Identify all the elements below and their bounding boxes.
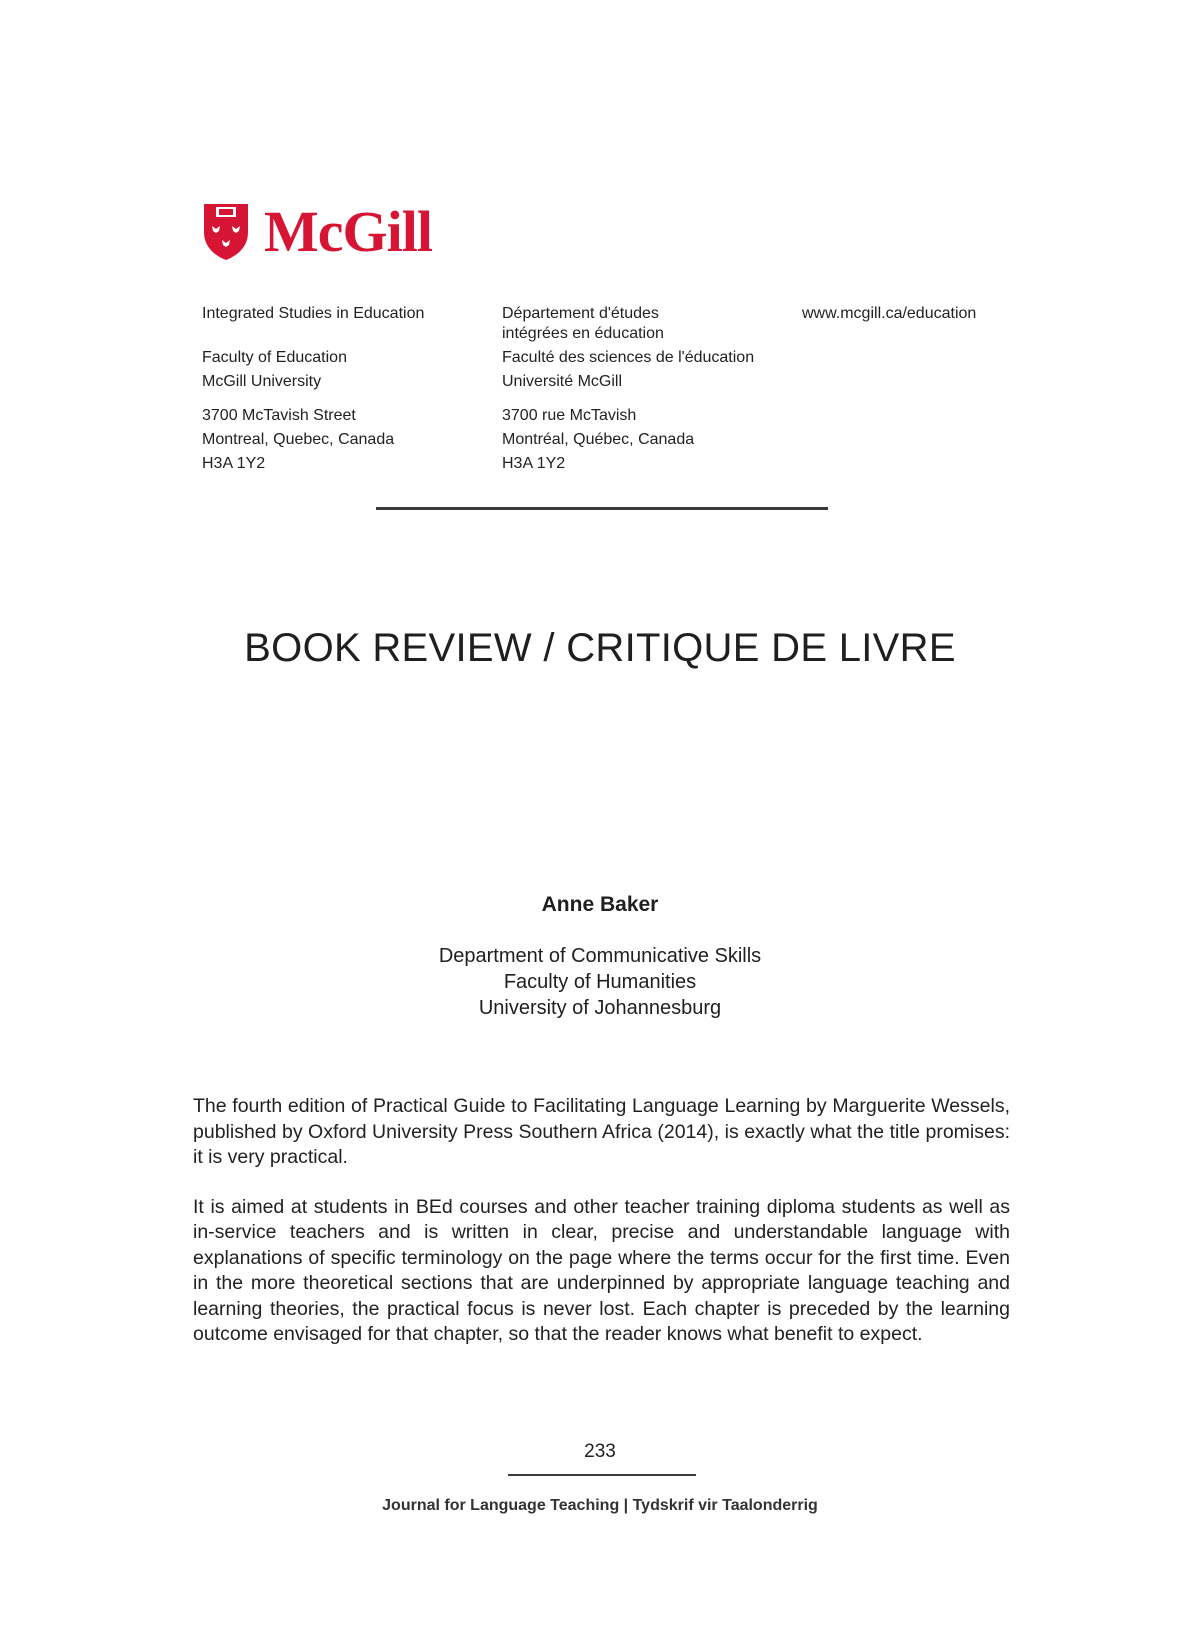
journal-name: Journal for Language Teaching | Tydskrif vir Taalonderrig — [382, 1497, 818, 1514]
department-name: Integrated Studies in Education — [202, 305, 425, 322]
street-address: 3700 rue McTavish — [502, 407, 637, 424]
author-name: Anne Baker — [541, 893, 659, 916]
department-name-line1: Département d'études — [502, 305, 659, 322]
city-address: Montréal, Québec, Canada — [502, 431, 695, 448]
website-link[interactable]: www.mcgill.ca/education — [802, 305, 977, 322]
page-number: 233 — [584, 1441, 616, 1462]
department-name-line2: intégrées en éducation — [502, 325, 664, 342]
mcgill-logo — [202, 199, 432, 264]
address-french — [502, 304, 754, 474]
university-name: Université McGill — [502, 373, 623, 390]
street-address: 3700 McTavish Street — [202, 407, 356, 424]
faculty-name: Faculty of Education — [202, 349, 347, 366]
affiliation-faculty: Faculty of Humanities — [503, 971, 697, 993]
address-website — [802, 304, 976, 324]
faculty-name: Faculté des sciences de l'éducation — [502, 349, 755, 366]
header-divider — [376, 507, 828, 510]
author-affiliation — [0, 943, 1200, 1021]
postal-code: H3A 1Y2 — [202, 455, 266, 472]
university-name: McGill University — [202, 373, 322, 390]
affiliation-department: Department of Communicative Skills — [438, 945, 762, 967]
postal-code: H3A 1Y2 — [502, 455, 566, 472]
address-english — [202, 304, 424, 474]
footer-divider — [508, 1474, 696, 1476]
body-paragraph-1: The fourth edition of Practical Guide to Facilitating Language Learning by Marguerite Wessels, published by Oxford University Press Southern Africa (2014), is exactly what the title promises: it is very practical. — [193, 1095, 1010, 1168]
page-title: BOOK REVIEW / CRITIQUE DE LIVRE — [244, 626, 956, 670]
body-paragraph-2: It is aimed at students in BEd courses and other teacher training diploma students as well as in-service teachers and is written in clear, precise and understandable language with explanations of specific terminology on the page where the terms occur for the first time. Even in the more theoretical sections that are underpinned by appropriate language teaching and learning theories, the practical focus is never lost. Each chapter is preceded by the learning outcome envisaged for that chapter, so that the reader knows what benefit to expect. — [193, 1195, 1010, 1345]
mcgill-crest-icon — [202, 202, 250, 262]
logo-wordmark: McGill — [264, 199, 432, 264]
review-body — [193, 1094, 1010, 1372]
city-address: Montreal, Quebec, Canada — [202, 431, 395, 448]
affiliation-university: University of Johannesburg — [478, 997, 722, 1019]
